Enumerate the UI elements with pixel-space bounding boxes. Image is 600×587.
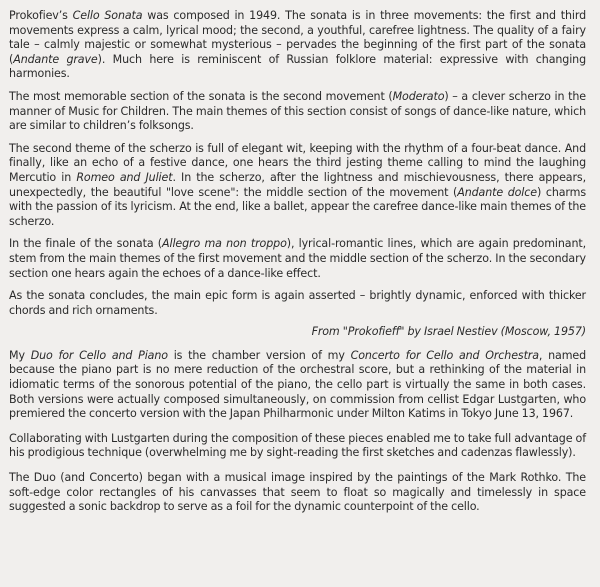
text-run: ) charms with the passion of its lyricism. At the end, like a ballet, appear the carefree dance-like main themes of the scherzo. [9,185,586,228]
sonata-notes-section [9,9,586,340]
italic-text: Cello Sonata [72,9,143,22]
text-run: is the chamber version of my [167,348,351,362]
text-run: As the sonata concludes, the main epic form is again asserted – brightly dynamic, enforced with thicker chords and rich ornaments. [9,289,586,317]
italic-text: Romeo and Juliet [76,170,173,184]
text-run: In the finale of the sonata ( [9,237,163,251]
italic-text: Andante grave [13,52,98,66]
text-run: The Duo (and Concerto) began with a musical image inspired by the paintings of the Mark Rothko. The soft-edge color rectangles of his canvasses that seem to float so magically and timelessly in space suggested a sonic backdrop to serve as a foil for the dynamic counterpoint of the cello. [9,471,586,514]
paragraph [9,142,586,230]
text-run: Collaborating with Lustgarten during the composition of these pieces enabled me to take full advantage of his prodigious technique (overwhelming me by sight-reading the first sketches and cadenzas flawlessly). [9,431,586,460]
text-run: ). Much here is reminiscent of Russian folklore material: expressive with changing harmonies. [9,52,586,81]
italic-text: Duo for Cello and Piano [30,348,168,362]
text-run: My [9,348,31,362]
italic-text: Andante dolce [457,185,537,199]
paragraph [9,349,586,422]
text-run: The second theme of the scherzo is full of elegant wit, keeping with the rhythm of a four-beat dance. And finally, like an echo of a festive dance, one hears the third jesting theme calling to mind the laughing Mercutio in [9,141,586,184]
paragraph [9,471,586,515]
text-run: ) – a clever scherzo in the manner of Music for Children. The main themes of this section consist of songs of dance-like nature, which are similar to children’s folksongs. [9,89,586,133]
italic-text: Concerto for Cello and Orchestra [350,348,539,362]
text-run: . In the scherzo, after the lightness and mischievousness, there appears, unexpectedly, the beautiful "love scene": the middle section of the movement ( [9,170,586,199]
italic-text: Allegro ma non troppo [162,237,287,251]
attribution: From "Prokofieff" by Israel Nestiev (Moscow, 1957) [311,325,586,339]
text-run: The most memorable section of the sonata is the second movement ( [9,89,393,103]
text-run: was composed in 1949. The sonata is in three movements: the first and third movements express a calm, lyrical mood; the second, a youthful, carefree lightness. The quality of a fairy tale – calmly majestic or somewhat mysterious – pervades the beginning of the first part of the sonata ( [9,9,586,66]
paragraph [9,9,586,82]
text-run: ), lyrical-romantic lines, which are again predominant, stem from the main themes of the first movement and the middle section of the scherzo. In the secondary section one hears again the echoes of a dance-like effect. [9,237,586,280]
paragraph [9,289,586,318]
paragraph [9,432,586,461]
duo-notes-section [9,349,586,515]
italic-text: Moderato [392,89,445,103]
text-run: Prokofiev’s [9,9,73,22]
paragraph [9,237,586,281]
text-run: , named because the piano part is no mere reduction of the orchestral score, but a rethinking of the material in idiomatic terms of the sonorous potential of the piano, the cello part is virtually the same in both cases. Both versions were actually composed simultaneously, on commission from cellist Edgar Lustgarten, who premiered the concerto version with the Japan Philharmonic under Milton Katims in Tokyo June 13, 1967. [9,348,587,421]
paragraph [9,90,586,134]
